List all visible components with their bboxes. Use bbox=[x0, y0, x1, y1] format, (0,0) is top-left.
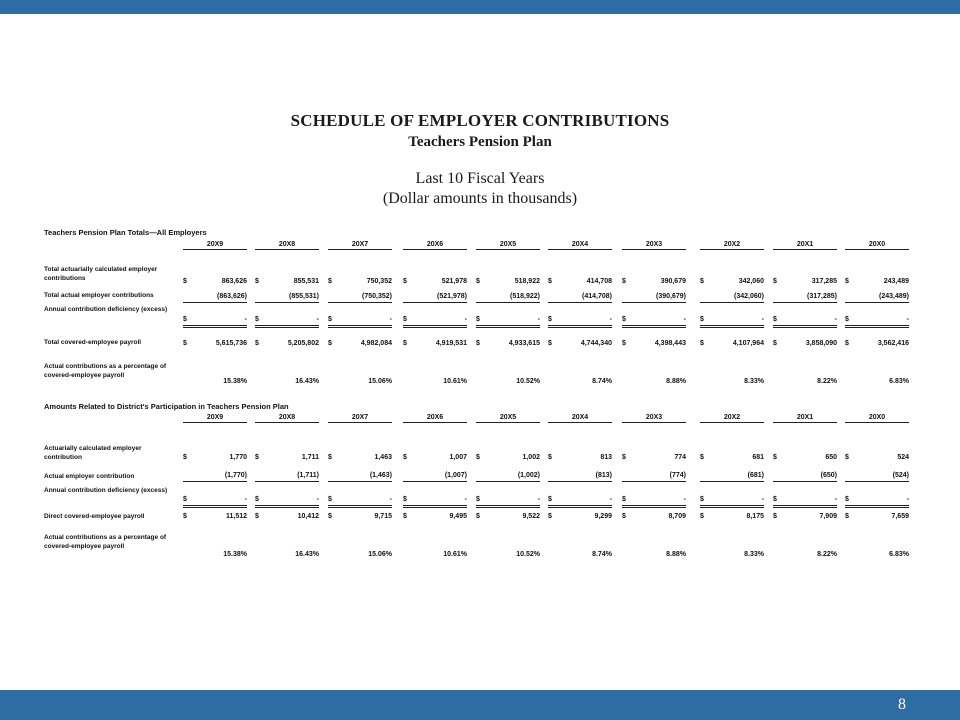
table-cell bbox=[476, 277, 540, 287]
cell-value: 524 bbox=[897, 454, 909, 461]
plan-subtitle: Teachers Pension Plan bbox=[408, 134, 552, 150]
table-cell bbox=[773, 377, 837, 387]
table-cell bbox=[845, 512, 909, 522]
row-label: Total actuarially calculated employer contributions bbox=[44, 266, 158, 282]
table-cell bbox=[183, 377, 247, 387]
currency-symbol: $ bbox=[773, 513, 777, 520]
table-cell bbox=[255, 550, 319, 560]
cell-value: 1,002 bbox=[522, 454, 540, 461]
cell-value: - bbox=[316, 316, 319, 323]
cell-value: 9,522 bbox=[522, 513, 540, 520]
table-cell bbox=[403, 512, 467, 522]
year-column-header: 20X6 bbox=[403, 414, 467, 423]
currency-symbol: $ bbox=[183, 513, 187, 520]
currency-symbol: $ bbox=[403, 340, 407, 347]
table-cell bbox=[845, 495, 909, 508]
cell-value: 414,708 bbox=[586, 278, 612, 285]
currency-symbol: $ bbox=[548, 454, 552, 461]
bottom-footer-bar bbox=[0, 690, 960, 720]
table-cell bbox=[328, 453, 392, 463]
currency-symbol: $ bbox=[773, 278, 777, 285]
row-label: Annual contribution deficiency (excess) bbox=[44, 306, 168, 313]
cell-value: - bbox=[834, 496, 837, 503]
cell-value: 8.88% bbox=[666, 551, 686, 558]
table-cell bbox=[773, 512, 837, 522]
year-column-header: 20X2 bbox=[700, 241, 764, 250]
table-cell bbox=[845, 277, 909, 287]
cell-value: (243,489) bbox=[879, 293, 909, 300]
year-column-header: 20X6 bbox=[403, 241, 467, 250]
cell-value: 390,679 bbox=[660, 278, 686, 285]
currency-symbol: $ bbox=[700, 454, 704, 461]
cell-value: - bbox=[609, 496, 612, 503]
cell-value: - bbox=[244, 496, 247, 503]
currency-symbol: $ bbox=[476, 513, 480, 520]
cell-value: 7,909 bbox=[819, 513, 837, 520]
table-cell bbox=[476, 550, 540, 560]
cell-value: 774 bbox=[674, 454, 686, 461]
currency-symbol: $ bbox=[548, 340, 552, 347]
cell-value: 3,562,416 bbox=[877, 340, 909, 347]
cell-value: - bbox=[761, 496, 764, 503]
cell-value: 5,205,802 bbox=[287, 340, 319, 347]
cell-value: - bbox=[834, 316, 837, 323]
currency-symbol: $ bbox=[328, 496, 332, 503]
cell-value: 1,770 bbox=[229, 454, 247, 461]
currency-symbol: $ bbox=[700, 496, 704, 503]
currency-symbol: $ bbox=[403, 316, 407, 323]
table-cell bbox=[183, 512, 247, 522]
table-cell bbox=[548, 495, 612, 508]
cell-value: 8.33% bbox=[744, 378, 764, 385]
currency-symbol: $ bbox=[476, 316, 480, 323]
currency-symbol: $ bbox=[403, 513, 407, 520]
table-cell bbox=[622, 277, 686, 287]
table-cell bbox=[548, 377, 612, 387]
cell-value: 5,615,736 bbox=[215, 340, 247, 347]
cell-value: - bbox=[389, 496, 392, 503]
table-cell bbox=[476, 315, 540, 328]
row-label: Total covered-employee payroll bbox=[44, 339, 142, 346]
table-cell bbox=[548, 453, 612, 463]
year-column-header: 20X3 bbox=[622, 241, 686, 250]
table-cell bbox=[773, 471, 837, 482]
cell-value: (813) bbox=[595, 472, 612, 479]
currency-symbol: $ bbox=[255, 278, 259, 285]
table-cell bbox=[183, 277, 247, 287]
table-cell bbox=[845, 550, 909, 560]
cell-value: (390,679) bbox=[656, 293, 686, 300]
table-cell bbox=[255, 292, 319, 303]
table-cell bbox=[183, 292, 247, 303]
currency-symbol: $ bbox=[622, 340, 626, 347]
cell-value: - bbox=[389, 316, 392, 323]
cell-value: 15.38% bbox=[223, 551, 247, 558]
currency-symbol: $ bbox=[255, 316, 259, 323]
cell-value: 518,922 bbox=[514, 278, 540, 285]
table-cell bbox=[328, 550, 392, 560]
currency-symbol: $ bbox=[255, 496, 259, 503]
cell-value: 342,060 bbox=[738, 278, 764, 285]
cell-value: (1,002) bbox=[517, 472, 540, 479]
currency-symbol: $ bbox=[773, 340, 777, 347]
year-column-header: 20X3 bbox=[622, 414, 686, 423]
table-cell bbox=[622, 495, 686, 508]
currency-symbol: $ bbox=[328, 513, 332, 520]
cell-value: 8.22% bbox=[817, 378, 837, 385]
cell-value: (1,711) bbox=[297, 472, 319, 479]
cell-value: 6.83% bbox=[889, 378, 909, 385]
table-cell bbox=[845, 339, 909, 349]
cell-value: 4,919,531 bbox=[435, 340, 467, 347]
row-label: Direct covered-employee payroll bbox=[44, 513, 145, 520]
table-cell bbox=[255, 315, 319, 328]
table-cell bbox=[255, 339, 319, 349]
currency-symbol: $ bbox=[845, 340, 849, 347]
currency-symbol: $ bbox=[845, 513, 849, 520]
table-cell bbox=[255, 495, 319, 508]
row-label: Actual contributions as a percentage of covered-employee payroll bbox=[44, 534, 167, 550]
cell-value: 8.74% bbox=[592, 378, 612, 385]
table-cell bbox=[845, 315, 909, 328]
currency-symbol: $ bbox=[773, 454, 777, 461]
top-accent-bar bbox=[0, 0, 960, 14]
table-cell bbox=[773, 550, 837, 560]
currency-symbol: $ bbox=[773, 496, 777, 503]
table-cell bbox=[476, 512, 540, 522]
table-cell bbox=[622, 315, 686, 328]
cell-value: 9,495 bbox=[449, 513, 467, 520]
row-label: Actual contributions as a percentage of covered-employee payroll bbox=[44, 363, 167, 379]
table-cell bbox=[548, 292, 612, 303]
currency-symbol: $ bbox=[183, 278, 187, 285]
cell-value: - bbox=[906, 316, 909, 323]
cell-value: 1,463 bbox=[374, 454, 392, 461]
year-column-header: 20X2 bbox=[700, 414, 764, 423]
table-cell bbox=[183, 315, 247, 328]
year-column-header: 20X0 bbox=[845, 414, 909, 423]
cell-value: (1,770) bbox=[224, 472, 247, 479]
table-cell bbox=[328, 377, 392, 387]
section-2-heading: Amounts Related to District's Participation in Teachers Pension Plan bbox=[44, 402, 289, 411]
currency-symbol: $ bbox=[328, 454, 332, 461]
cell-value: 9,299 bbox=[594, 513, 612, 520]
cell-value: 813 bbox=[600, 454, 612, 461]
currency-symbol: $ bbox=[255, 513, 259, 520]
table-cell bbox=[328, 471, 392, 482]
currency-symbol: $ bbox=[328, 316, 332, 323]
table-cell bbox=[403, 277, 467, 287]
table-cell bbox=[773, 277, 837, 287]
cell-value: 15.06% bbox=[368, 551, 392, 558]
table-cell bbox=[328, 495, 392, 508]
table-cell bbox=[548, 315, 612, 328]
currency-symbol: $ bbox=[476, 496, 480, 503]
cell-value: 855,531 bbox=[293, 278, 319, 285]
cell-value: 1,711 bbox=[301, 454, 319, 461]
cell-value: 10,412 bbox=[297, 513, 319, 520]
cell-value: - bbox=[464, 316, 467, 323]
cell-value: - bbox=[683, 496, 686, 503]
cell-value: 15.38% bbox=[223, 378, 247, 385]
table-cell bbox=[845, 453, 909, 463]
table-cell bbox=[700, 512, 764, 522]
table-cell bbox=[403, 471, 467, 482]
table-cell bbox=[548, 550, 612, 560]
table-cell bbox=[773, 495, 837, 508]
table-cell bbox=[183, 471, 247, 482]
cell-value: 1,007 bbox=[449, 454, 467, 461]
cell-value: 10.52% bbox=[516, 551, 540, 558]
table-cell bbox=[255, 377, 319, 387]
currency-symbol: $ bbox=[328, 340, 332, 347]
cell-value: 6.83% bbox=[889, 551, 909, 558]
schedule-title: SCHEDULE OF EMPLOYER CONTRIBUTIONS bbox=[290, 111, 670, 130]
table-cell bbox=[845, 471, 909, 482]
table-cell bbox=[328, 315, 392, 328]
cell-value: 16.43% bbox=[295, 551, 319, 558]
table-cell bbox=[622, 292, 686, 303]
cell-value: 8.33% bbox=[744, 551, 764, 558]
cell-value: 4,398,443 bbox=[654, 340, 686, 347]
cell-value: (1,007) bbox=[444, 472, 467, 479]
cell-value: (518,922) bbox=[510, 293, 540, 300]
cell-value: (317,285) bbox=[807, 293, 837, 300]
cell-value: 8.88% bbox=[666, 378, 686, 385]
cell-value: (855,531) bbox=[289, 293, 319, 300]
cell-value: (521,978) bbox=[437, 293, 467, 300]
row-label: Total actual employer contributions bbox=[44, 292, 154, 299]
currency-symbol: $ bbox=[622, 278, 626, 285]
period-caption: Last 10 Fiscal Years bbox=[415, 170, 545, 187]
table-cell bbox=[328, 339, 392, 349]
page-number: 8 bbox=[898, 696, 906, 713]
cell-value: - bbox=[244, 316, 247, 323]
year-column-header: 20X5 bbox=[476, 241, 540, 250]
cell-value: (650) bbox=[820, 472, 837, 479]
currency-symbol: $ bbox=[548, 513, 552, 520]
year-column-header: 20X4 bbox=[548, 414, 612, 423]
table-cell bbox=[403, 377, 467, 387]
row-label: Actual employer contribution bbox=[44, 473, 135, 480]
cell-value: 11,512 bbox=[225, 513, 247, 520]
table-cell bbox=[183, 550, 247, 560]
cell-value: - bbox=[609, 316, 612, 323]
table-cell bbox=[548, 512, 612, 522]
currency-symbol: $ bbox=[183, 496, 187, 503]
cell-value: (774) bbox=[669, 472, 686, 479]
year-column-header: 20X5 bbox=[476, 414, 540, 423]
cell-value: - bbox=[537, 316, 540, 323]
section-1-heading: Teachers Pension Plan Totals—All Employers bbox=[44, 228, 207, 237]
table-cell bbox=[328, 512, 392, 522]
cell-value: 8.22% bbox=[817, 551, 837, 558]
cell-value: 8,709 bbox=[668, 513, 686, 520]
table-cell bbox=[183, 495, 247, 508]
table-cell bbox=[403, 339, 467, 349]
table-cell bbox=[773, 339, 837, 349]
table-cell bbox=[255, 277, 319, 287]
cell-value: 317,285 bbox=[811, 278, 837, 285]
currency-symbol: $ bbox=[548, 316, 552, 323]
table-cell bbox=[622, 471, 686, 482]
table-cell bbox=[700, 315, 764, 328]
year-column-header: 20X8 bbox=[255, 414, 319, 423]
table-cell bbox=[476, 339, 540, 349]
table-cell bbox=[773, 292, 837, 303]
cell-value: 650 bbox=[825, 454, 837, 461]
currency-symbol: $ bbox=[183, 340, 187, 347]
cell-value: - bbox=[683, 316, 686, 323]
currency-symbol: $ bbox=[700, 278, 704, 285]
year-column-header: 20X8 bbox=[255, 241, 319, 250]
table-cell bbox=[255, 512, 319, 522]
table-cell bbox=[622, 339, 686, 349]
table-cell bbox=[476, 453, 540, 463]
table-cell bbox=[700, 277, 764, 287]
currency-symbol: $ bbox=[183, 316, 187, 323]
table-cell bbox=[548, 471, 612, 482]
cell-value: (342,060) bbox=[734, 293, 764, 300]
cell-value: 4,107,964 bbox=[732, 340, 764, 347]
table-cell bbox=[773, 315, 837, 328]
table-cell bbox=[700, 292, 764, 303]
year-column-header: 20X7 bbox=[328, 241, 392, 250]
table-cell bbox=[700, 339, 764, 349]
currency-symbol: $ bbox=[845, 454, 849, 461]
table-cell bbox=[183, 453, 247, 463]
cell-value: (863,626) bbox=[217, 293, 247, 300]
cell-value: 4,982,084 bbox=[360, 340, 392, 347]
table-cell bbox=[403, 453, 467, 463]
cell-value: 10.61% bbox=[443, 378, 467, 385]
currency-symbol: $ bbox=[845, 496, 849, 503]
table-cell bbox=[700, 377, 764, 387]
currency-symbol: $ bbox=[548, 496, 552, 503]
table-cell bbox=[183, 339, 247, 349]
cell-value: 8.74% bbox=[592, 551, 612, 558]
units-caption: (Dollar amounts in thousands) bbox=[382, 190, 578, 207]
cell-value: 521,978 bbox=[441, 278, 467, 285]
currency-symbol: $ bbox=[622, 454, 626, 461]
year-column-header: 20X0 bbox=[845, 241, 909, 250]
currency-symbol: $ bbox=[403, 496, 407, 503]
cell-value: 750,352 bbox=[366, 278, 392, 285]
table-cell bbox=[255, 453, 319, 463]
cell-value: - bbox=[906, 496, 909, 503]
currency-symbol: $ bbox=[622, 513, 626, 520]
currency-symbol: $ bbox=[622, 316, 626, 323]
table-cell bbox=[548, 277, 612, 287]
cell-value: 863,626 bbox=[221, 278, 247, 285]
table-cell bbox=[255, 471, 319, 482]
table-cell bbox=[622, 512, 686, 522]
cell-value: (750,352) bbox=[362, 293, 392, 300]
cell-value: 9,715 bbox=[374, 513, 392, 520]
currency-symbol: $ bbox=[255, 454, 259, 461]
currency-symbol: $ bbox=[403, 278, 407, 285]
table-cell bbox=[700, 550, 764, 560]
cell-value: 8,175 bbox=[746, 513, 764, 520]
currency-symbol: $ bbox=[700, 513, 704, 520]
currency-symbol: $ bbox=[328, 278, 332, 285]
currency-symbol: $ bbox=[476, 278, 480, 285]
table-cell bbox=[700, 495, 764, 508]
table-cell bbox=[622, 453, 686, 463]
cell-value: 16.43% bbox=[295, 378, 319, 385]
currency-symbol: $ bbox=[476, 454, 480, 461]
currency-symbol: $ bbox=[255, 340, 259, 347]
currency-symbol: $ bbox=[845, 316, 849, 323]
table-cell bbox=[476, 495, 540, 508]
table-cell bbox=[845, 377, 909, 387]
cell-value: - bbox=[537, 496, 540, 503]
currency-symbol: $ bbox=[700, 340, 704, 347]
cell-value: 4,933,615 bbox=[508, 340, 540, 347]
table-cell bbox=[622, 377, 686, 387]
table-cell bbox=[700, 453, 764, 463]
table-cell bbox=[403, 315, 467, 328]
row-label: Annual contribution deficiency (excess) bbox=[44, 487, 168, 494]
year-column-header: 20X7 bbox=[328, 414, 392, 423]
year-column-header: 20X4 bbox=[548, 241, 612, 250]
cell-value: - bbox=[761, 316, 764, 323]
currency-symbol: $ bbox=[622, 496, 626, 503]
currency-symbol: $ bbox=[476, 340, 480, 347]
currency-symbol: $ bbox=[845, 278, 849, 285]
table-cell bbox=[700, 471, 764, 482]
table-cell bbox=[622, 550, 686, 560]
cell-value: - bbox=[316, 496, 319, 503]
cell-value: (414,708) bbox=[582, 293, 612, 300]
cell-value: 10.61% bbox=[443, 551, 467, 558]
year-column-header: 20X9 bbox=[183, 414, 247, 423]
table-cell bbox=[328, 277, 392, 287]
cell-value: (524) bbox=[892, 472, 909, 479]
table-cell bbox=[548, 339, 612, 349]
cell-value: 4,744,340 bbox=[580, 340, 612, 347]
table-cell bbox=[403, 495, 467, 508]
currency-symbol: $ bbox=[403, 454, 407, 461]
cell-value: (681) bbox=[747, 472, 764, 479]
currency-symbol: $ bbox=[700, 316, 704, 323]
year-column-header: 20X9 bbox=[183, 241, 247, 250]
cell-value: (1,463) bbox=[369, 472, 392, 479]
cell-value: 243,489 bbox=[883, 278, 909, 285]
cell-value: 7,659 bbox=[891, 513, 909, 520]
year-column-header: 20X1 bbox=[773, 241, 837, 250]
cell-value: 681 bbox=[752, 454, 764, 461]
currency-symbol: $ bbox=[183, 454, 187, 461]
table-cell bbox=[476, 471, 540, 482]
currency-symbol: $ bbox=[548, 278, 552, 285]
cell-value: - bbox=[464, 496, 467, 503]
table-cell bbox=[476, 292, 540, 303]
currency-symbol: $ bbox=[773, 316, 777, 323]
table-cell bbox=[476, 377, 540, 387]
cell-value: 3,858,090 bbox=[805, 340, 837, 347]
table-cell bbox=[403, 292, 467, 303]
table-cell bbox=[773, 453, 837, 463]
year-column-header: 20X1 bbox=[773, 414, 837, 423]
table-cell bbox=[845, 292, 909, 303]
cell-value: 15.06% bbox=[368, 378, 392, 385]
cell-value: 10.52% bbox=[516, 378, 540, 385]
row-label: Actuarially calculated employer contribution bbox=[44, 445, 142, 461]
table-cell bbox=[403, 550, 467, 560]
table-cell bbox=[328, 292, 392, 303]
